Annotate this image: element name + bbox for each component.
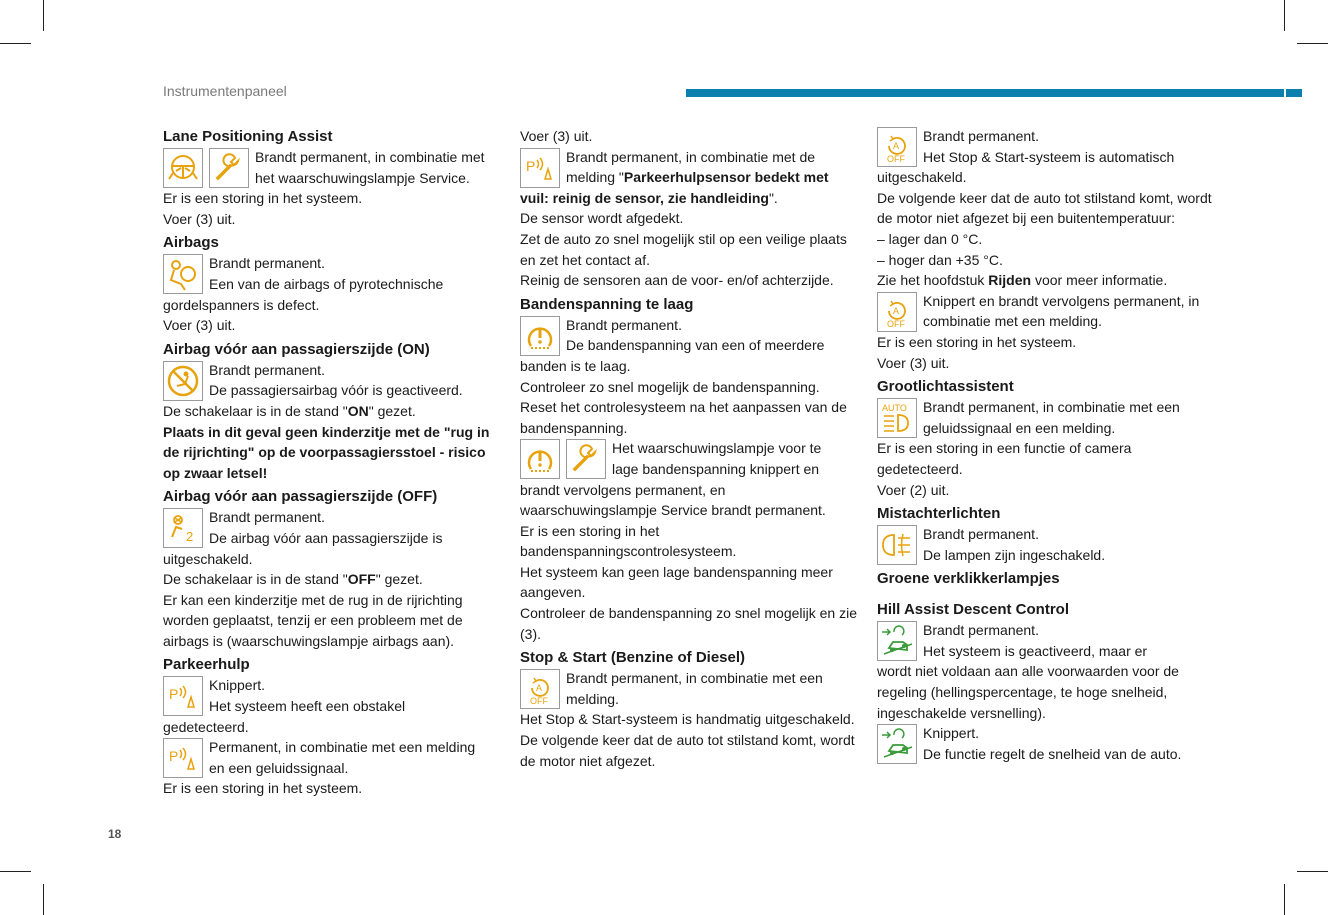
text-line: het waarschuwingslampje Service. bbox=[255, 169, 470, 186]
text-line: geluidssignaal en een melding. bbox=[923, 419, 1116, 436]
text-line: Voer (3) uit. bbox=[877, 354, 950, 371]
text-bold: OFF bbox=[347, 571, 376, 588]
text-line: banden is te laag. bbox=[520, 357, 631, 374]
text-part: De schakelaar is in de stand " bbox=[163, 571, 348, 588]
hill-descent-icon bbox=[877, 621, 917, 661]
text-line: Brandt permanent. bbox=[923, 526, 1039, 543]
svg-text:A: A bbox=[893, 141, 900, 151]
heading-grootlicht: Grootlichtassistent bbox=[877, 378, 1014, 396]
text-line: Er is een storing in een functie of camera gedetecteerd. bbox=[877, 440, 1132, 477]
text-line: Brandt permanent. bbox=[209, 255, 325, 272]
text-line: Brandt permanent. bbox=[923, 622, 1039, 639]
text-part: De schakelaar is in de stand " bbox=[163, 402, 348, 419]
heading-lane-positioning: Lane Positioning Assist bbox=[163, 128, 333, 145]
text-line: uitgeschakeld. bbox=[877, 169, 967, 186]
text-line: Permanent, in combinatie met een melding bbox=[209, 739, 476, 756]
park-row-1 bbox=[163, 675, 498, 716]
tire-row-2 bbox=[520, 438, 858, 479]
airbag-off-icon bbox=[163, 508, 203, 548]
svg-text:P: P bbox=[169, 748, 179, 765]
hadc-row-2 bbox=[877, 723, 1212, 764]
column-middle bbox=[520, 126, 858, 771]
text-line: Voer (2) uit. bbox=[877, 481, 950, 498]
crop-mark bbox=[0, 43, 31, 44]
text-line: en een geluidssignaal. bbox=[209, 759, 349, 776]
stop-start-row bbox=[520, 668, 858, 709]
heading-bandenspanning: Bandenspanning te laag bbox=[520, 295, 694, 313]
text-bold: Rijden bbox=[988, 272, 1032, 289]
tire-pressure-icon bbox=[520, 439, 560, 479]
svg-text:2: 2 bbox=[186, 529, 194, 545]
text-line: Het Stop & Start-systeem is handmatig uitgeschakeld. bbox=[520, 711, 855, 728]
text-line: Voer (3) uit. bbox=[163, 317, 236, 334]
crop-mark bbox=[1297, 871, 1328, 872]
text-line: melding " bbox=[566, 169, 624, 186]
heading-airbags: Airbags bbox=[163, 234, 219, 252]
svg-text:OFF: OFF bbox=[887, 154, 905, 164]
crop-mark bbox=[1284, 0, 1285, 31]
stop-start-off-icon bbox=[877, 292, 917, 332]
text-line: Er is een storing in het systeem. bbox=[163, 190, 363, 207]
text-line: wordt niet voldaan aan alle voorwaarden voor de regeling (hellingspercentage, te hoge snelheid, ingeschakelde versnelling). bbox=[877, 663, 1179, 721]
text-line: De lampen zijn ingeschakeld. bbox=[923, 546, 1106, 563]
text-line bbox=[877, 270, 1212, 291]
text-part: Zie het hoofdstuk bbox=[877, 272, 989, 289]
heading-hill-assist: Hill Assist Descent Control bbox=[877, 601, 1069, 619]
text-line: Het systeem is geactiveerd, maar er bbox=[923, 642, 1148, 659]
rear-fog-light-icon bbox=[877, 525, 917, 565]
heading-groene-verklikkerlampjes: Groene verklikkerlampjes bbox=[877, 570, 1060, 588]
text-line: Knippert. bbox=[209, 677, 266, 694]
park-row-2 bbox=[163, 737, 498, 778]
column-left bbox=[163, 126, 498, 799]
crop-mark bbox=[1297, 43, 1328, 44]
header-accent-gap bbox=[1284, 89, 1286, 97]
text-line: De functie regelt de snelheid van de auto. bbox=[923, 745, 1182, 762]
text-line: Er is een storing in het bandenspanningscontrolesysteem. bbox=[520, 522, 737, 560]
text-line: Brandt permanent. bbox=[209, 361, 325, 378]
text-line: Er is een storing in het systeem. bbox=[877, 333, 1077, 350]
hill-descent-icon bbox=[877, 724, 917, 764]
crop-mark bbox=[43, 0, 44, 31]
text-bold: ON bbox=[347, 402, 369, 419]
text-line: Brandt permanent, in combinatie met een bbox=[566, 670, 823, 687]
high-beam-row bbox=[877, 397, 1212, 438]
crop-mark bbox=[0, 871, 31, 872]
page-number: 18 bbox=[108, 827, 122, 841]
crop-mark bbox=[1284, 884, 1285, 915]
text-line: Voer (3) uit. bbox=[520, 128, 593, 144]
svg-text:OFF: OFF bbox=[887, 318, 905, 329]
svg-text:AUTO: AUTO bbox=[882, 403, 907, 414]
text-line: Brandt permanent. bbox=[566, 316, 682, 333]
text-line: Het waarschuwingslampje voor te bbox=[612, 440, 822, 457]
text-line: Reset het controlesysteem na het aanpassen van de bandenspanning. bbox=[520, 399, 847, 436]
text-line: Er is een storing in het systeem. bbox=[163, 780, 363, 797]
text-line: Het Stop & Start-systeem is automatisch bbox=[923, 148, 1175, 165]
text-line: De volgende keer dat de auto tot stilstand komt, wordt de motor niet afgezet. bbox=[520, 732, 855, 769]
park-sensor-row bbox=[520, 147, 858, 209]
stop-start-fault-row bbox=[877, 291, 1212, 332]
tire-pressure-icon bbox=[520, 316, 560, 356]
text-line: Het systeem kan geen lage bandenspanning meer aangeven. bbox=[520, 563, 833, 601]
text-line: gedetecteerd. bbox=[163, 718, 249, 735]
column-right bbox=[877, 126, 1212, 764]
text-line: uitgeschakeld. bbox=[163, 550, 253, 567]
text-line: Het systeem heeft een obstakel bbox=[209, 698, 406, 715]
text-line: Controleer zo snel mogelijk de bandenspanning. bbox=[520, 378, 820, 395]
heading-stop-start: Stop & Start (Benzine of Diesel) bbox=[520, 649, 746, 667]
text-line: De sensor wordt afgedekt. bbox=[520, 210, 684, 227]
heading-parkeerhulp: Parkeerhulp bbox=[163, 656, 250, 674]
svg-text:P: P bbox=[526, 157, 536, 174]
text-line: combinatie met een melding. bbox=[923, 313, 1102, 330]
lane-row bbox=[163, 147, 498, 188]
lane-assist-icon bbox=[163, 148, 203, 188]
auto-high-beam-icon bbox=[877, 398, 917, 438]
text-line: brandt vervolgens permanent, en waarschuwingslampje Service brandt permanent. bbox=[520, 481, 826, 519]
header-accent-bar bbox=[686, 89, 1302, 97]
heading-mistachterlichten: Mistachterlichten bbox=[877, 505, 1001, 523]
text-line: lage bandenspanning knippert en bbox=[612, 460, 820, 477]
park-assist-icon bbox=[520, 148, 560, 188]
heading-airbag-off: Airbag vóór aan passagierszijde (OFF) bbox=[163, 488, 438, 506]
hadc-row-1 bbox=[877, 620, 1212, 661]
text-line bbox=[163, 401, 498, 422]
text-line bbox=[163, 569, 498, 590]
airbags-row bbox=[163, 253, 498, 294]
text-line: Reinig de sensoren aan de voor- en/of achterzijde. bbox=[520, 272, 834, 289]
svg-text:OFF: OFF bbox=[530, 696, 548, 707]
text-line: De volgende keer dat de auto tot stilstand komt, wordt de motor niet afgezet bij een buitentemperatuur: bbox=[877, 189, 1212, 227]
heading-airbag-on: Airbag vóór aan passagierszijde (ON) bbox=[163, 340, 430, 358]
svg-text:A: A bbox=[893, 305, 900, 316]
text-line: Brandt permanent, in combinatie met bbox=[255, 149, 485, 165]
text-part: " gezet. bbox=[375, 571, 423, 588]
text-line: De bandenspanning van een of meerdere bbox=[566, 337, 825, 354]
text-line: Knippert. bbox=[923, 725, 980, 742]
service-wrench-icon bbox=[566, 439, 606, 479]
airbag-off-row bbox=[163, 507, 498, 548]
text-line: Knippert en brandt vervolgens permanent, in bbox=[923, 292, 1200, 309]
text-line: Brandt permanent, in combinatie met een bbox=[923, 399, 1180, 416]
park-assist-icon bbox=[163, 738, 203, 778]
airbag-on-row bbox=[163, 360, 498, 401]
text-line: Controleer de bandenspanning zo snel mogelijk en zie (3). bbox=[520, 605, 857, 642]
text-line: Voer (3) uit. bbox=[163, 210, 236, 227]
park-assist-icon bbox=[163, 676, 203, 716]
stop-start-off-icon bbox=[877, 127, 917, 167]
text-line: Een van de airbags of pyrotechnische bbox=[209, 275, 444, 292]
rear-fog-row bbox=[877, 524, 1212, 565]
stop-start-auto-row bbox=[877, 126, 1212, 167]
text-line: melding. bbox=[566, 690, 619, 707]
airbag-icon bbox=[163, 254, 203, 294]
svg-text:P: P bbox=[169, 686, 179, 703]
text-line: – hoger dan +35 °C. bbox=[877, 251, 1003, 268]
text-line: De airbag vóór aan passagierszijde is bbox=[209, 529, 443, 546]
text-line: Brandt permanent, in combinatie met de bbox=[566, 148, 816, 165]
tire-row-1 bbox=[520, 315, 858, 356]
text-line: Zet de auto zo snel mogelijk stil op een veilige plaats en zet het contact af. bbox=[520, 230, 847, 268]
text-line: De passagiersairbag vóór is geactiveerd. bbox=[209, 382, 463, 399]
service-wrench-icon bbox=[209, 148, 249, 188]
text-line: Brandt permanent. bbox=[209, 509, 325, 526]
section-header: Instrumentenpaneel bbox=[163, 83, 287, 99]
text-line: ". bbox=[768, 189, 778, 206]
stop-start-off-icon bbox=[520, 669, 560, 709]
text-part: " gezet. bbox=[368, 402, 416, 419]
text-line: gordelspanners is defect. bbox=[163, 296, 320, 313]
text-part: voor meer informatie. bbox=[1031, 272, 1168, 289]
text-line: Er kan een kinderzitje met de rug in de rijrichting worden geplaatst, tenzij er een probleem met de airbags is (waarschuwingslampje airbags aan). bbox=[163, 591, 463, 649]
text-line: – lager dan 0 °C. bbox=[877, 230, 983, 247]
crop-mark bbox=[43, 884, 44, 915]
svg-text:A: A bbox=[536, 683, 543, 694]
text-line: Brandt permanent. bbox=[923, 128, 1039, 144]
child-seat-airbag-on-icon bbox=[163, 361, 203, 401]
warning-text: Plaats in dit geval geen kinderzitje met de "rug in de rijrichting" op de voorpassagiersstoel - risico op zwaar letsel! bbox=[163, 423, 490, 481]
text-bold: Parkeerhulpsensor bedekt met vuil: reinig de sensor, zie handleiding bbox=[520, 169, 829, 206]
